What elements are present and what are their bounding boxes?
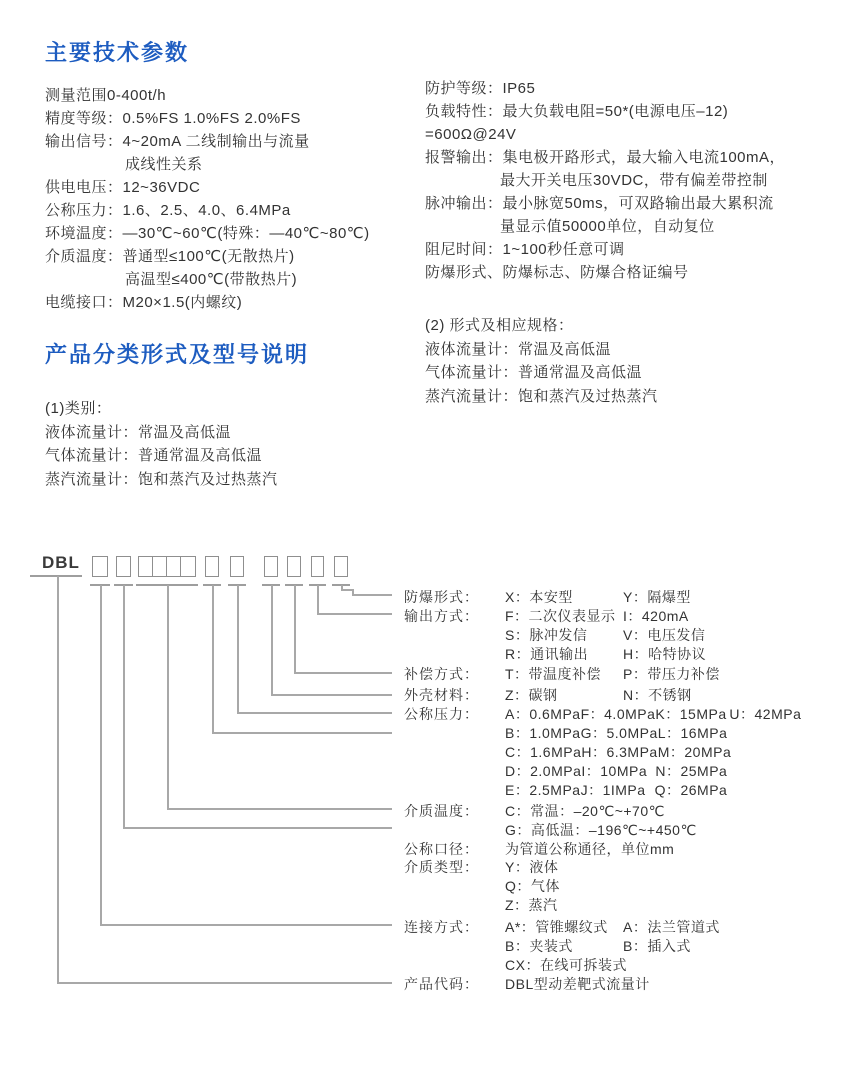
legend-values xyxy=(505,918,720,975)
legend-value-row xyxy=(505,896,560,915)
spec-line: 液体流量计：常温及高低温 xyxy=(45,423,232,441)
spec-line: 蒸汽流量计：饱和蒸汽及过热蒸汽 xyxy=(45,470,278,488)
spec-line: 负载特性：最大负载电阻=50*(电源电压–12) xyxy=(425,103,729,120)
spec-line: 测量范围0-400t/h xyxy=(45,87,167,104)
legend-label: 连接方式： xyxy=(404,919,479,935)
legend-label: 公称压力： xyxy=(404,706,479,722)
legend-value-row xyxy=(505,956,720,975)
legend-value: K：15MPa xyxy=(655,706,727,722)
legend-value: B：夹装式 xyxy=(505,938,573,954)
connector-line xyxy=(271,694,392,696)
legend-value-row xyxy=(505,665,720,684)
legend-value: R：通讯输出 xyxy=(505,646,589,662)
legend-value: 为管道公称通径，单位mm xyxy=(505,841,675,857)
spec-line: 供电电压：12~36VDC xyxy=(45,179,201,196)
legend-value: CX：在线可拆装式 xyxy=(505,957,627,973)
legend-values xyxy=(505,840,674,859)
code-underline xyxy=(136,584,198,586)
code-underline xyxy=(30,575,82,577)
model-code-box xyxy=(116,556,131,577)
connector-line xyxy=(341,589,352,591)
spec-line: 环境温度：—30℃~60℃(特殊：—40℃~80℃) xyxy=(45,225,370,242)
code-underline xyxy=(228,584,246,586)
legend-value: D：2.0MPa xyxy=(505,763,582,779)
model-code-box xyxy=(334,556,348,577)
legend-value-row xyxy=(505,781,803,800)
legend-value: C：常温：–20℃~+70℃ xyxy=(505,803,665,819)
connector-line xyxy=(294,585,296,672)
legend-value-row xyxy=(505,762,803,781)
legend-value: Y：隔爆型 xyxy=(623,589,691,605)
legend-value: A：0.6MPa xyxy=(505,706,581,722)
legend-value: M：20MPa xyxy=(657,744,732,760)
legend-value: N：25MPa xyxy=(655,763,728,779)
legend-value-row xyxy=(505,588,691,607)
legend-value: J：1IMPa xyxy=(580,782,646,798)
connector-line xyxy=(294,672,392,674)
legend-value-row xyxy=(505,802,697,821)
spec-line: 介质温度：普通型≤100℃(无散热片) xyxy=(45,248,295,265)
legend-value-row xyxy=(505,626,706,645)
legend-value-row xyxy=(505,686,692,705)
legend-label: 介质温度： xyxy=(404,803,479,819)
model-code-box xyxy=(138,556,153,577)
model-code-box xyxy=(264,556,278,577)
legend-label: 产品代码： xyxy=(404,976,479,992)
section-title-model: 产品分类形式及型号说明 xyxy=(45,342,310,367)
spec-line: (2) 形式及相应规格： xyxy=(425,317,574,334)
code-underline xyxy=(114,584,133,586)
legend-value-row xyxy=(505,877,560,896)
legend-value: DBL型动差靶式流量计 xyxy=(505,976,650,992)
legend-value: I：420mA xyxy=(623,608,689,624)
legend-values xyxy=(505,858,560,915)
connector-line xyxy=(167,808,392,810)
connector-line xyxy=(317,613,392,615)
model-code-box xyxy=(311,556,324,577)
legend-value-row xyxy=(505,821,697,840)
legend-values xyxy=(505,705,803,800)
model-code-box xyxy=(92,556,108,577)
connector-line xyxy=(167,585,169,808)
spec-line: =600Ω@24V xyxy=(425,126,517,143)
category-block-2 xyxy=(425,314,658,408)
connector-line xyxy=(123,827,392,829)
legend-value: I：10MPa xyxy=(581,763,648,779)
code-underline xyxy=(262,584,280,586)
legend-value-row xyxy=(505,858,560,877)
model-code-box xyxy=(152,556,167,577)
spec-line: 气体流量计：普通常温及高低温 xyxy=(45,447,263,464)
legend-value-row xyxy=(505,607,706,626)
model-code-box xyxy=(230,556,244,577)
spec-line: 精度等级：0.5%FS 1.0%FS 2.0%FS xyxy=(45,110,301,127)
code-underline xyxy=(285,584,303,586)
legend-label: 外壳材料： xyxy=(404,687,479,703)
legend-values xyxy=(505,686,692,705)
spec-line: 高温型≤400℃(带散热片) xyxy=(125,271,298,288)
spec-line: 防爆形式、防爆标志、防爆合格证编号 xyxy=(425,264,689,281)
legend-value: H：哈特协议 xyxy=(623,646,707,662)
category-block-1 xyxy=(45,397,278,491)
connector-line xyxy=(237,712,392,714)
legend-values xyxy=(505,607,706,664)
legend-value-row xyxy=(505,724,803,743)
connector-line xyxy=(212,585,214,732)
connector-line xyxy=(100,924,392,926)
section-title-main: 主要技术参数 xyxy=(45,40,190,65)
spec-line: 防护等级：IP65 xyxy=(425,80,536,97)
code-underline xyxy=(332,584,350,586)
legend-value: Q：26MPa xyxy=(654,782,728,798)
legend-value: A*：管锥螺纹式 xyxy=(505,919,608,935)
legend-value-row xyxy=(505,975,650,994)
spec-line: (1)类别： xyxy=(45,400,112,417)
spec-line: 液体流量计：常温及高低温 xyxy=(425,340,612,358)
legend-value-row xyxy=(505,937,720,956)
legend-value: G：5.0MPa xyxy=(580,725,658,741)
spec-line: 报警输出：集电极开路形式，最大输入电流100mA， xyxy=(425,149,786,166)
connector-line xyxy=(317,585,319,613)
legend-label: 公称口径： xyxy=(404,841,479,857)
legend-value: G：高低温：–196℃~+450℃ xyxy=(505,822,697,838)
legend-value: C：1.6MPa xyxy=(505,744,582,760)
spec-line: 蒸汽流量计：饱和蒸汽及过热蒸汽 xyxy=(425,387,658,405)
legend-value: A：法兰管道式 xyxy=(623,919,720,935)
model-code-box xyxy=(287,556,301,577)
connector-line xyxy=(57,982,392,984)
spec-column-left xyxy=(45,84,425,314)
legend-value: H：6.3MPa xyxy=(581,744,658,760)
connector-line xyxy=(352,589,354,594)
spec-line: 电缆接口：M20×1.5(内螺纹) xyxy=(45,294,243,311)
spec-column-right xyxy=(425,77,845,284)
legend-value: E：2.5MPa xyxy=(505,782,581,798)
legend-value-row xyxy=(505,743,803,762)
connector-line xyxy=(237,585,239,712)
legend-values xyxy=(505,802,697,840)
legend-value: Y：液体 xyxy=(505,859,559,875)
legend-value-row xyxy=(505,645,706,664)
spec-line: 量显示值50000单位，自动复位 xyxy=(500,218,715,235)
connector-line xyxy=(123,585,125,827)
legend-label: 防爆形式： xyxy=(404,589,479,605)
spec-line: 阻尼时间：1~100秒任意可调 xyxy=(425,241,625,258)
spec-line: 公称压力：1.6、2.5、4.0、6.4MPa xyxy=(45,202,291,219)
legend-value: L：16MPa xyxy=(657,725,728,741)
model-code-box xyxy=(180,556,196,577)
connector-line xyxy=(212,732,392,734)
spec-line: 脉冲输出：最小脉宽50ms，可双路输出最大累积流 xyxy=(425,195,774,212)
connector-line xyxy=(352,594,392,596)
legend-value: Z：碳钢 xyxy=(505,687,558,703)
model-code-box xyxy=(166,556,181,577)
spec-line: 最大开关电压30VDC，带有偏差带控制 xyxy=(500,172,768,189)
legend-value: X：本安型 xyxy=(505,589,573,605)
connector-line xyxy=(271,585,273,694)
legend-value: P：带压力补偿 xyxy=(623,666,720,682)
legend-value: F：二次仪表显示 xyxy=(505,608,616,624)
code-underline xyxy=(203,584,221,586)
legend-value: V：电压发信 xyxy=(623,627,706,643)
connector-line xyxy=(341,585,343,589)
legend-value: T：带温度补偿 xyxy=(505,666,602,682)
legend-value: F：4.0MPa xyxy=(580,706,656,722)
spec-line: 输出信号：4~20mA 二线制输出与流量 xyxy=(45,133,310,150)
legend-value: Q：气体 xyxy=(505,878,560,894)
legend-value-row xyxy=(505,705,803,724)
model-code-box xyxy=(205,556,219,577)
legend-value: Z：蒸汽 xyxy=(505,897,558,913)
legend-label: 介质类型： xyxy=(404,859,479,875)
legend-value: B：插入式 xyxy=(623,938,691,954)
legend-values xyxy=(505,975,650,994)
legend-label: 补偿方式： xyxy=(404,666,479,682)
legend-value: S：脉冲发信 xyxy=(505,627,588,643)
legend-value: N：不锈钢 xyxy=(623,687,692,703)
legend-value-row xyxy=(505,840,674,859)
legend-label: 输出方式： xyxy=(404,608,479,624)
spec-line: 成线性关系 xyxy=(125,156,203,173)
model-code-prefix: DBL xyxy=(42,553,80,572)
spec-line: 气体流量计：普通常温及高低温 xyxy=(425,364,643,381)
connector-line xyxy=(100,585,102,924)
legend-value: U：42MPa xyxy=(729,706,802,722)
code-underline xyxy=(309,584,326,586)
legend-values xyxy=(505,665,720,684)
legend-value: B：1.0MPa xyxy=(505,725,581,741)
connector-line xyxy=(57,576,59,982)
legend-values xyxy=(505,588,691,607)
code-underline xyxy=(90,584,110,586)
legend-value-row xyxy=(505,918,720,937)
